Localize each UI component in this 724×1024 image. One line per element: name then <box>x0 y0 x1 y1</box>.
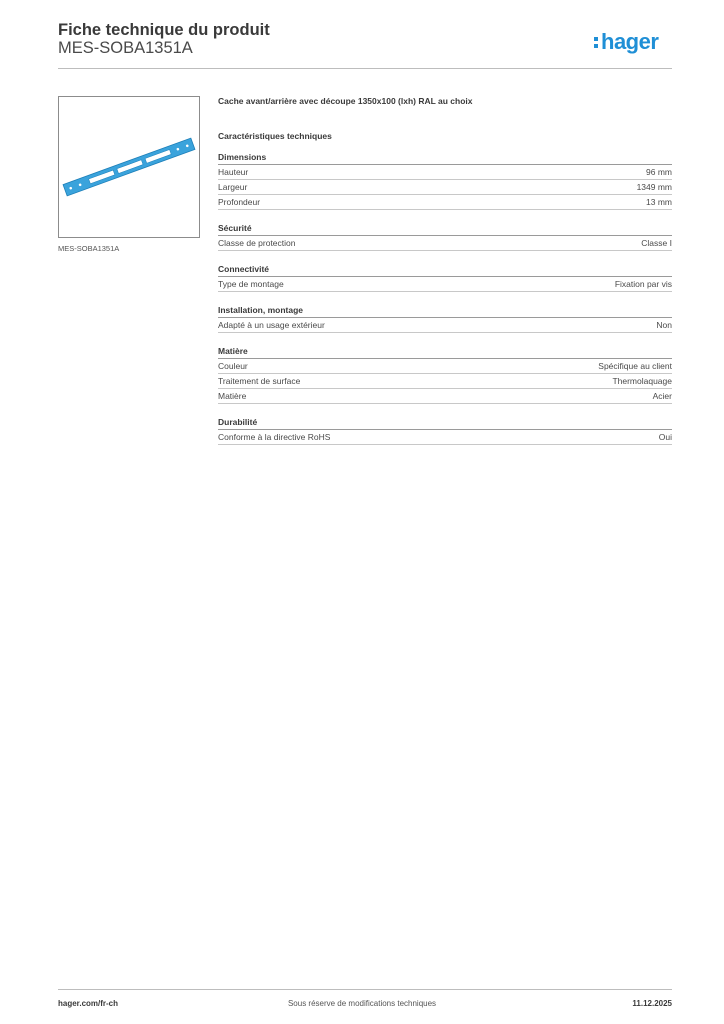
specs-table <box>218 149 672 455</box>
spec-row <box>218 359 672 374</box>
cover-strip-icon <box>59 97 199 237</box>
spec-row <box>218 236 672 251</box>
spec-value: Acier <box>652 391 672 401</box>
spec-group-connectivite <box>218 261 672 292</box>
spec-label: Classe de protection <box>218 238 296 248</box>
spec-value: Classe I <box>641 238 672 248</box>
product-reference: MES-SOBA1351A <box>58 39 193 57</box>
spec-row <box>218 389 672 404</box>
logo-dots-icon <box>594 36 599 50</box>
image-caption: MES-SOBA1351A <box>58 244 120 253</box>
product-image <box>58 96 200 238</box>
spec-row <box>218 180 672 195</box>
spec-value: Thermolaquage <box>612 376 672 386</box>
spec-label: Couleur <box>218 361 248 371</box>
spec-label: Conforme à la directive RoHS <box>218 432 331 442</box>
spec-value: Spécifique au client <box>598 361 672 371</box>
spec-value: 13 mm <box>646 197 672 207</box>
spec-group-durabilite <box>218 414 672 445</box>
specs-title: Caractéristiques techniques <box>218 131 332 141</box>
spec-group-securite <box>218 220 672 251</box>
spec-group-installation <box>218 302 672 333</box>
spec-value: 1349 mm <box>636 182 672 192</box>
spec-group-title: Matière <box>218 343 672 359</box>
spec-row <box>218 165 672 180</box>
spec-label: Matière <box>218 391 247 401</box>
spec-row <box>218 195 672 210</box>
footer-date: 11.12.2025 <box>632 999 672 1008</box>
header-divider <box>58 68 672 69</box>
spec-group-title: Connectivité <box>218 261 672 277</box>
spec-group-title: Installation, montage <box>218 302 672 318</box>
logo-text: hager <box>601 29 659 54</box>
spec-label: Traitement de surface <box>218 376 301 386</box>
spec-row <box>218 277 672 292</box>
spec-group-title: Durabilité <box>218 414 672 430</box>
spec-group-title: Sécurité <box>218 220 672 236</box>
spec-value: 96 mm <box>646 167 672 177</box>
footer-disclaimer: Sous réserve de modifications techniques <box>287 999 437 1008</box>
product-description: Cache avant/arrière avec découpe 1350x100 (lxh) RAL au choix <box>218 96 473 106</box>
spec-group-dimensions <box>218 149 672 210</box>
spec-label: Largeur <box>218 182 248 192</box>
hager-logo <box>594 29 658 55</box>
spec-row <box>218 374 672 389</box>
spec-row <box>218 318 672 333</box>
spec-value: Fixation par vis <box>614 279 672 289</box>
spec-group-matiere <box>218 343 672 404</box>
footer-website-link[interactable]: hager.com/fr-ch <box>58 999 119 1008</box>
spec-label: Type de montage <box>218 279 284 289</box>
page-title: Fiche technique du produit <box>58 21 270 39</box>
spec-group-title: Dimensions <box>218 149 672 165</box>
spec-value: Oui <box>658 432 672 442</box>
spec-row <box>218 430 672 445</box>
spec-label: Hauteur <box>218 167 249 177</box>
spec-label: Profondeur <box>218 197 261 207</box>
spec-value: Non <box>656 320 672 330</box>
spec-label: Adapté à un usage extérieur <box>218 320 325 330</box>
footer-divider <box>58 989 672 990</box>
